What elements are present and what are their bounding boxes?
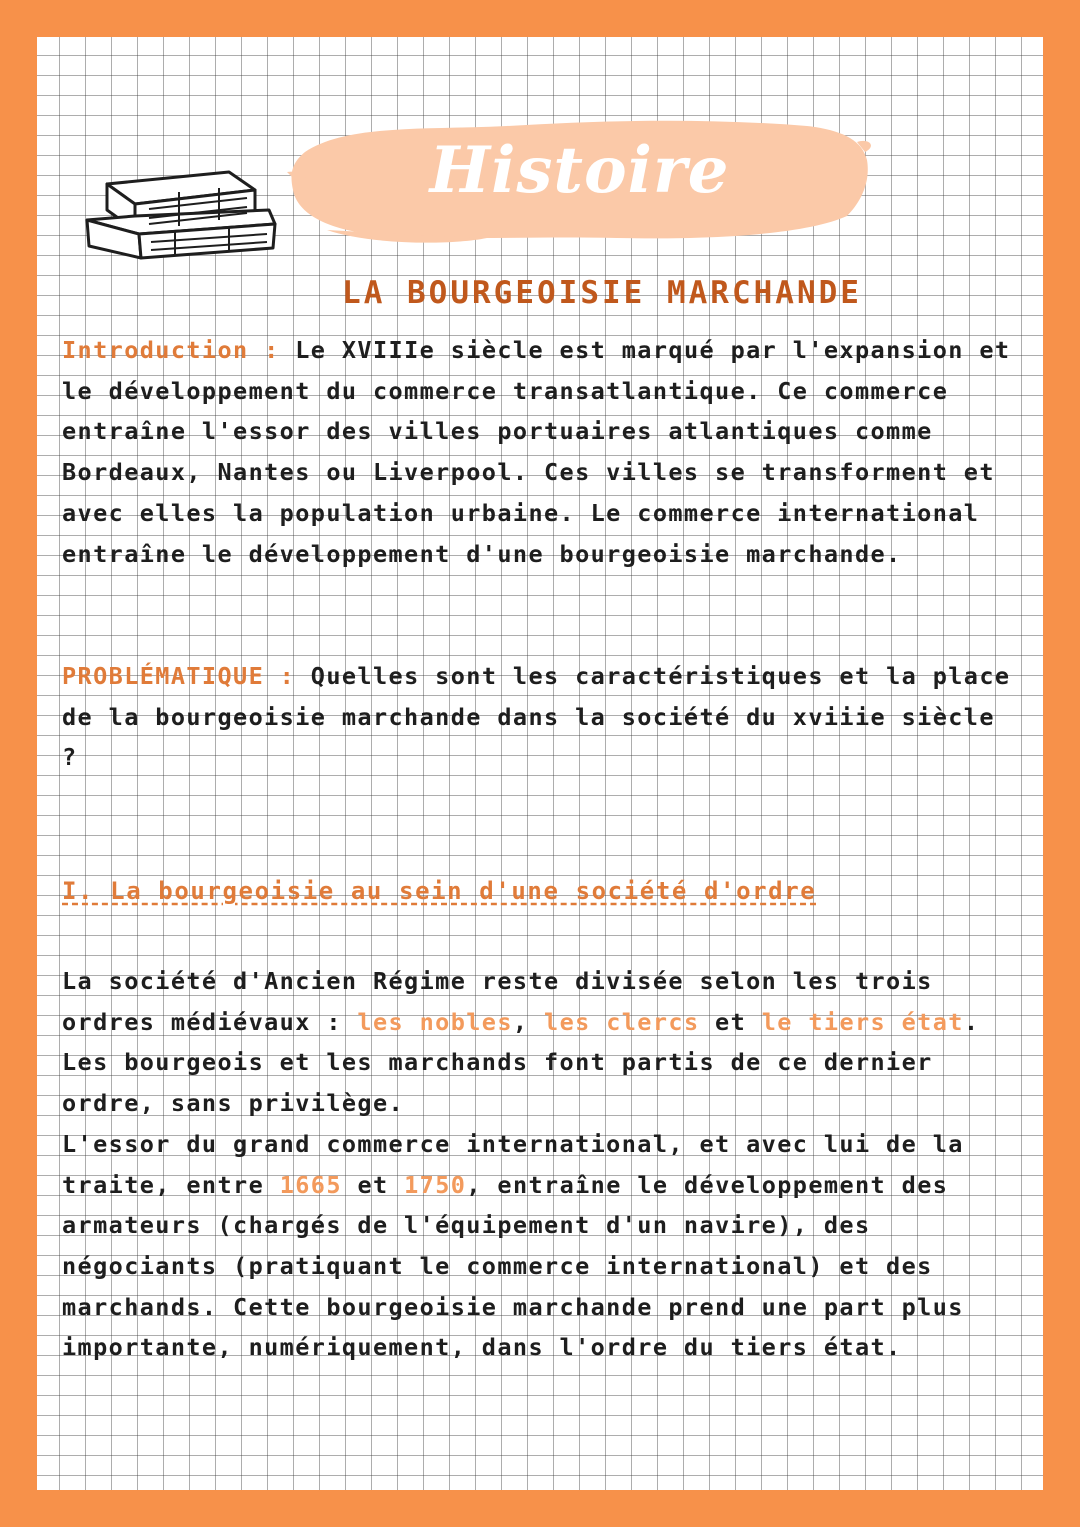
problematique-label: PROBLÉMATIQUE :	[62, 662, 296, 690]
problematique-paragraph	[62, 656, 1022, 778]
highlight-tiers-etat: le tiers état	[761, 1007, 964, 1036]
highlight-nobles: les nobles	[357, 1007, 513, 1036]
section-text: L'essor du grand commerce international, et avec lui de la traite, entre	[62, 1129, 964, 1199]
section-text: La société d'Ancien Régime reste divisée selon les trois ordres médiévaux :	[62, 967, 933, 1036]
introduction-text: Le XVIIIe siècle est marqué par l'expansion et le développement du commerce transatlantique. Ce commerce entraîne l'essor des villes portuaires atlantiques comme Bordeaux, Nantes ou Liverpool. Ces villes se transforment et avec elles la population urbaine. Le commerce international entraîne le développement d'une bourgeoisie marchande.	[62, 336, 1011, 568]
section-text: , entraîne le développement des armateurs (chargés de l'équipement d'un navire), des négociants (pratiquant le commerce international) et des marchands. Cette bourgeoisie marchande prend une part plus importante, numériquement, dans l'ordre du tiers état.	[62, 1170, 964, 1362]
subject-title: Histoire	[429, 133, 730, 208]
highlight-clercs: les clercs	[544, 1007, 700, 1036]
page-title: LA BOURGEOISIE MARCHANDE	[342, 275, 862, 311]
section-paragraph-1	[62, 961, 1022, 1368]
problematique-text: Quelles sont les caractéristiques et la place de la bourgeoisie marchande dans la société du xviiie siècle ?	[62, 662, 1011, 772]
section-heading: I. La bourgeoisie au sein d'une société d'ordre	[62, 877, 817, 905]
separator-text: et	[341, 1170, 405, 1199]
section-text: . Les bourgeois et les marchands font partis de ce dernier ordre, sans privilège.	[62, 1007, 980, 1118]
introduction-paragraph	[62, 330, 1022, 574]
highlight-year-1750: 1750	[404, 1170, 467, 1199]
separator-text: ,	[512, 1007, 545, 1036]
introduction-label: Introduction :	[62, 336, 280, 364]
books-icon	[79, 162, 279, 262]
separator-text: et	[699, 1007, 762, 1036]
highlight-year-1665: 1665	[279, 1170, 342, 1199]
